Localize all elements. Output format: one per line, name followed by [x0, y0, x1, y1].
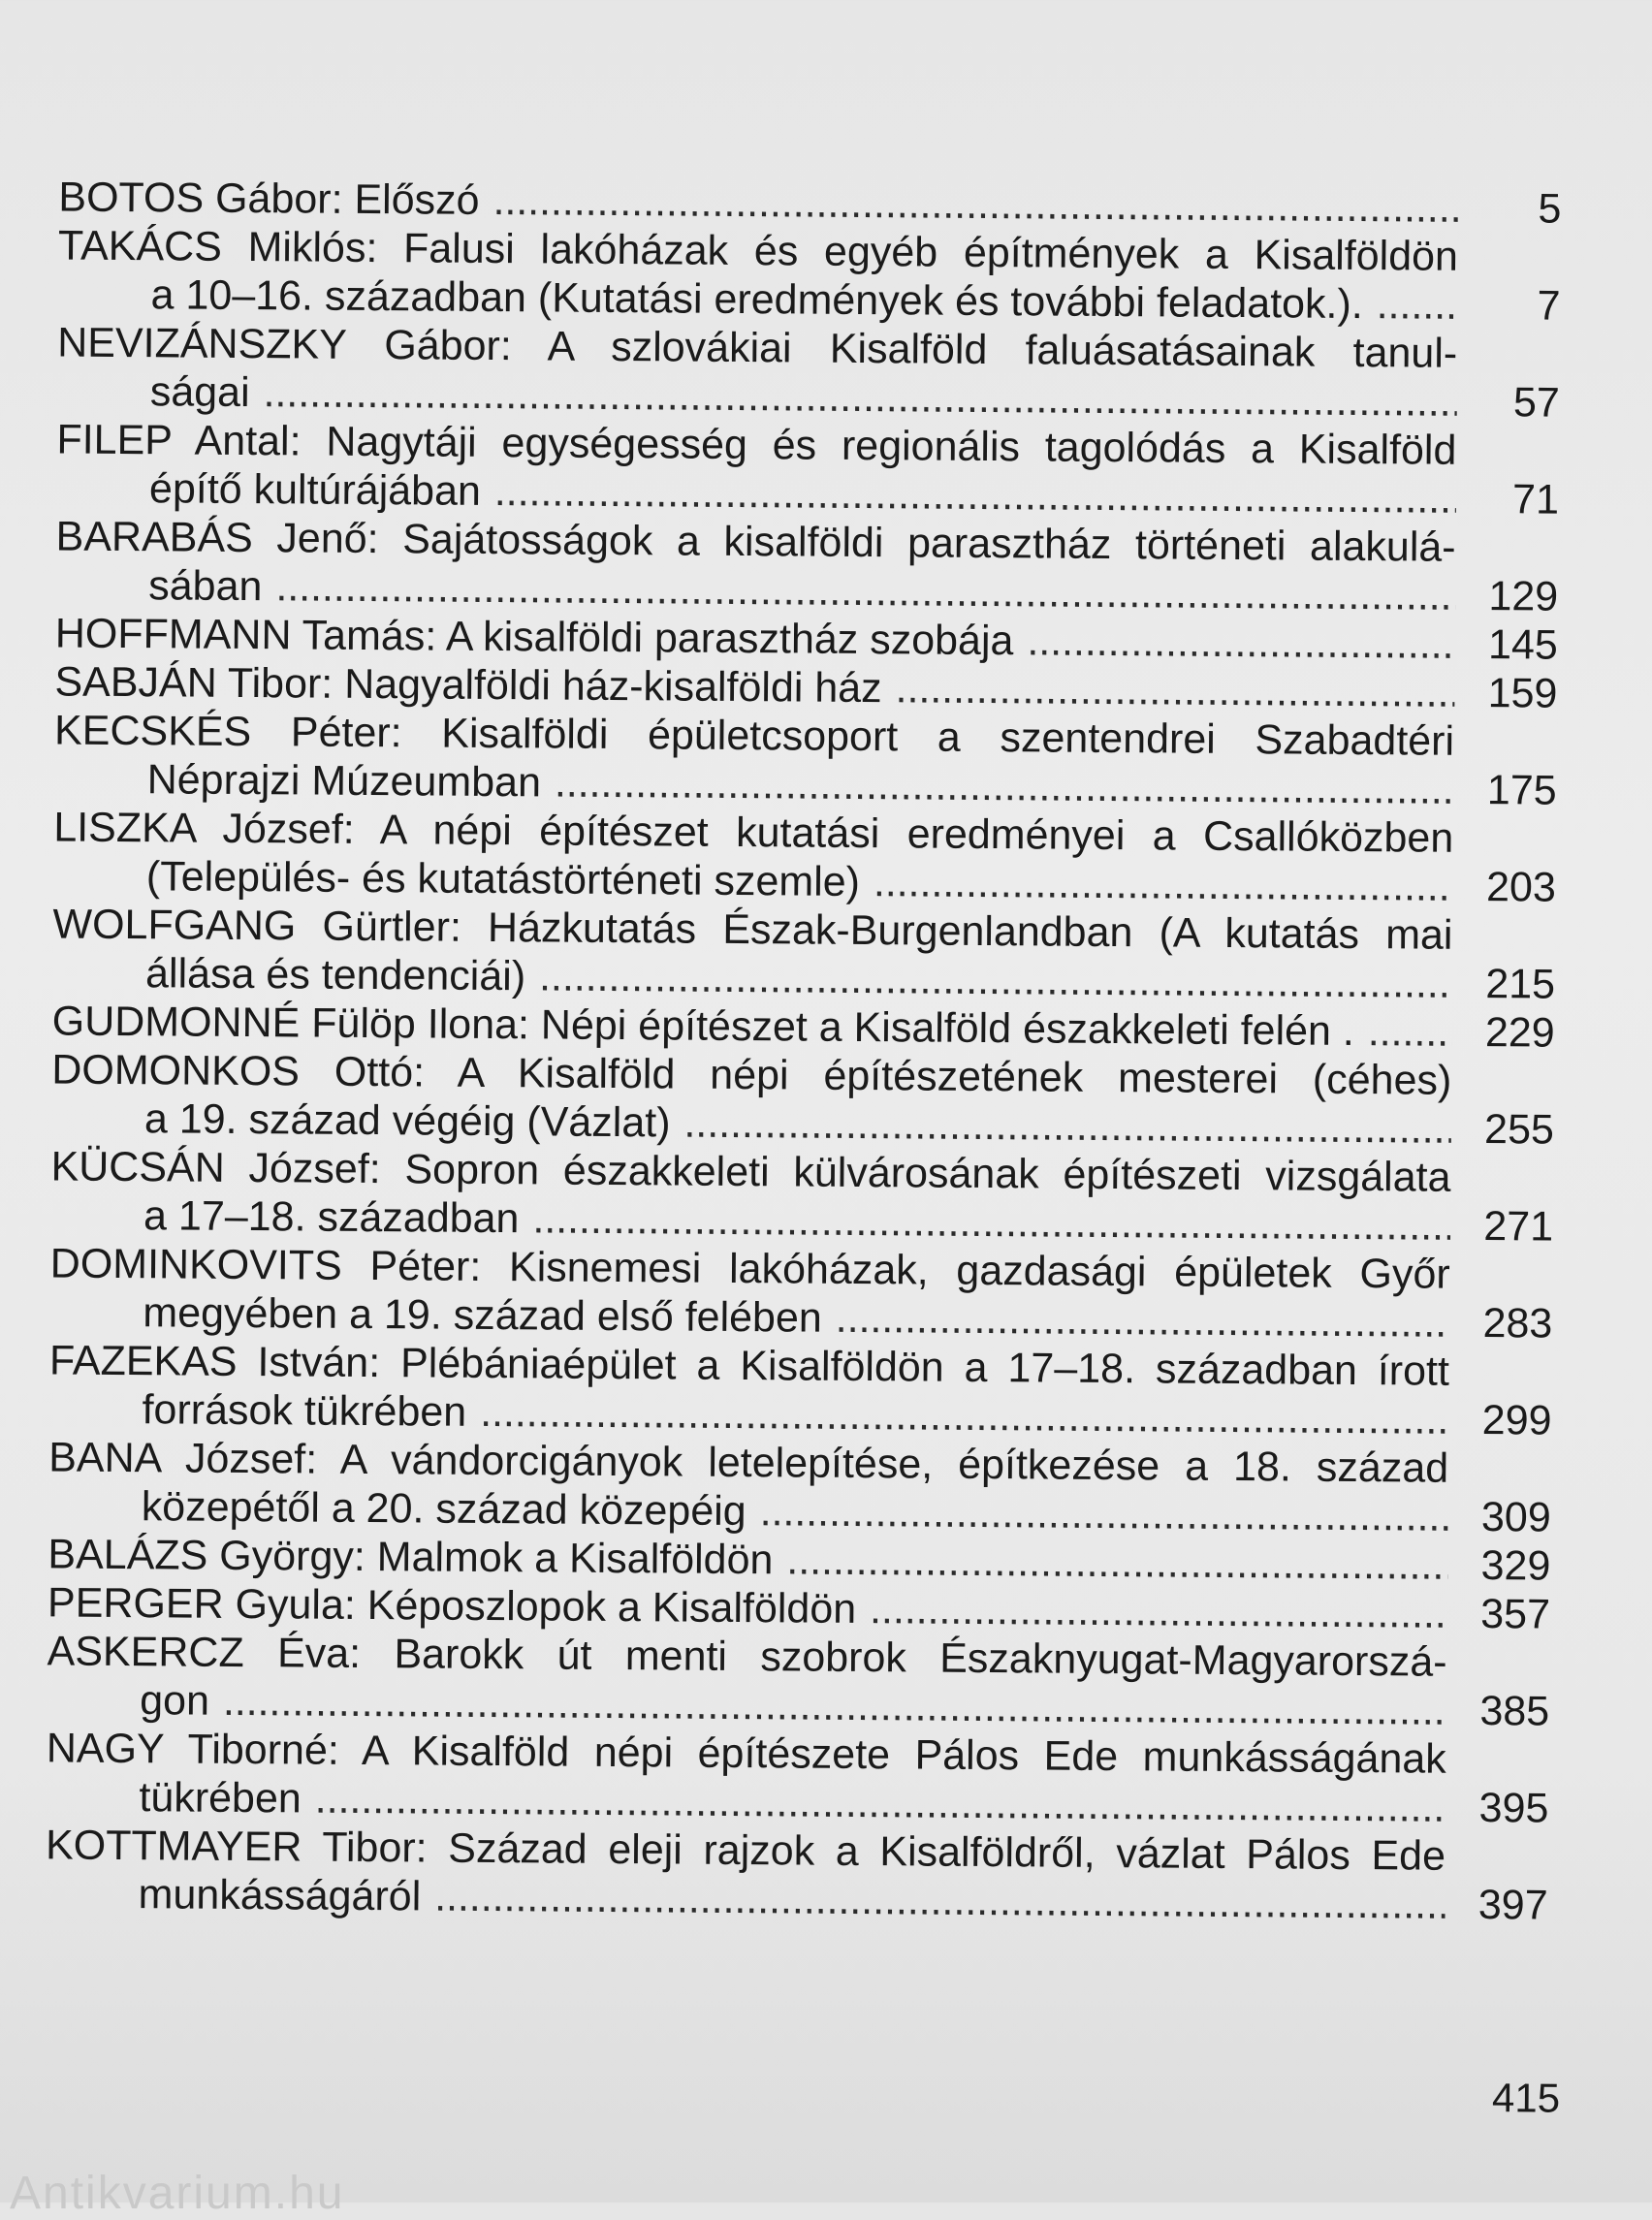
toc-page-number: 299 — [1481, 1397, 1552, 1444]
toc-page-number: 215 — [1485, 961, 1556, 1008]
toc-entry-title-line: NEVIZÁNSZKY Gábor: A szlovákiai Kisalföld faluásatásainak tanul- — [57, 319, 1458, 377]
toc-entry-title-line: BARABÁS Jenő: Sajátosságok a kisalföldi parasztház történeti alakulá- — [55, 513, 1456, 571]
dot-leader — [539, 952, 1452, 1007]
toc-entry — [49, 1239, 1553, 1348]
toc-entry — [51, 1045, 1555, 1154]
dot-leader — [1377, 280, 1458, 330]
toc-page-number: 203 — [1485, 864, 1557, 911]
toc-entry-title-line: BOTOS Gábor: Előszó — [58, 174, 480, 224]
toc-page-number: 357 — [1480, 1591, 1551, 1638]
toc-entry — [56, 415, 1560, 523]
toc-entry-continuation: a 19. század végéig (Vázlat) — [143, 1095, 671, 1147]
toc-page-number: 7 — [1537, 282, 1561, 330]
dot-leader — [434, 1873, 1446, 1929]
toc-entry-continuation: gon — [140, 1677, 210, 1725]
toc-entry-title-line: DOMINKOVITS Péter: Kisnemesi lakóházak, gazdasági épületek Győr — [49, 1240, 1450, 1298]
toc-entry-title-line: SABJÁN Tibor: Nagyalföldi ház-kisalföldi ház — [54, 658, 882, 713]
toc-entry — [57, 318, 1561, 427]
watermark: Antikvarium.hu — [10, 2168, 345, 2219]
toc-page-number: 271 — [1483, 1203, 1554, 1251]
toc-entry-title-line: FAZEKAS István: Plébániaépület a Kisalföldön a 17–18. században írott — [48, 1337, 1450, 1395]
toc-entry-continuation: a 17–18. században — [143, 1192, 520, 1243]
toc-entry-text — [56, 415, 1457, 523]
toc-entry — [48, 1336, 1552, 1444]
toc-page-number: 283 — [1482, 1300, 1553, 1348]
toc-entry-continuation: sában — [148, 562, 263, 611]
toc-page-number: 385 — [1479, 1688, 1550, 1735]
toc-entry-continuation: ságai — [149, 368, 250, 417]
toc-entry-text — [46, 1724, 1446, 1831]
toc-page-number: 175 — [1486, 767, 1557, 814]
toc-entry — [57, 221, 1561, 330]
toc-entry-text — [57, 318, 1458, 426]
toc-entry-title-line: GUDMONNÉ Fülöp Ilona: Népi építészet a Kisalföld északkeleti felén . — [51, 998, 1355, 1056]
dot-leader — [555, 759, 1454, 814]
toc-entry-continuation: munkásságáról — [138, 1871, 422, 1920]
dot-leader — [1368, 1007, 1452, 1057]
toc-entry-title-line: BANA József: A vándorcigányok letelepítése, építkezése a 18. század — [48, 1434, 1449, 1492]
toc-entry-title-line: PERGER Gyula: Képoszlopok a Kisalföldön — [47, 1579, 857, 1633]
toc-entry-text — [55, 512, 1456, 619]
toc-entry-title-line: NAGY Tiborné: A Kisalföld népi építészete Pálos Ede munkásságának — [46, 1725, 1446, 1783]
toc-entry — [53, 803, 1557, 911]
toc-page-number: 129 — [1488, 573, 1559, 620]
toc-entry-title-line: DOMONKOS Ottó: A Kisalföld népi építészetének mesterei (céhes) — [51, 1046, 1452, 1104]
toc-entry-continuation: tükrében — [139, 1774, 302, 1823]
toc-entry — [45, 1821, 1548, 1929]
toc-entry-title-line: FILEP Antal: Nagytáji egységesség és regionális tagolódás a Kisalföld — [56, 416, 1457, 474]
toc-entry-continuation: Néprajzi Múzeumban — [146, 756, 542, 807]
toc-entry-text — [48, 1433, 1449, 1540]
toc-entry-title-line: HOFFMANN Tamás: A kisalföldi parasztház szobája — [54, 610, 1014, 665]
toc-page-number: 229 — [1484, 1009, 1555, 1057]
toc-entry-title-line: LISZKA József: A népi építészet kutatási eredményei a Csallóközben — [53, 804, 1454, 862]
dot-leader — [492, 176, 1458, 233]
toc-page-number: 71 — [1511, 476, 1560, 523]
dot-leader — [874, 858, 1453, 911]
toc-entry-title-line: KOTTMAYER Tibor: Század eleji rajzok a Kisalföldről, vázlat Pálos Ede — [45, 1822, 1446, 1880]
toc-entry-title-line: TAKÁCS Miklós: Falusi lakóházak és egyéb építmények a Kisalföldön — [57, 222, 1459, 280]
dot-leader — [494, 467, 1457, 523]
toc-page-number: 145 — [1487, 621, 1559, 669]
toc-entry-text — [48, 1336, 1449, 1443]
toc-entry-title-line: KÜCSÁN József: Sopron északkeleti külvárosának építészeti vizsgálata — [50, 1143, 1451, 1201]
dot-leader — [895, 664, 1454, 717]
toc-entry — [55, 512, 1559, 620]
toc-page-number: 255 — [1483, 1106, 1555, 1154]
toc-entry-title-line: KECSKÉS Péter: Kisalföldi épületcsoport a szentendrei Szabadtéri — [53, 707, 1455, 765]
dot-leader — [683, 1099, 1451, 1154]
toc-entry-continuation: (Település- és kutatástörténeti szemle) — [145, 853, 861, 905]
toc-entry-text — [51, 1045, 1452, 1153]
toc-entry-continuation: építő kultúrájában — [148, 465, 482, 515]
toc-entry — [48, 1433, 1552, 1541]
toc-page-number: 5 — [1538, 185, 1562, 233]
toc-page-number: 397 — [1477, 1882, 1548, 1929]
toc-entry-title-line: WOLFGANG Gürtler: Házkutatás Észak-Burgenlandban (A kutatás mai — [52, 901, 1453, 959]
toc-page-number: 57 — [1512, 379, 1560, 427]
toc-entry-continuation: megyében a 19. század első felében — [143, 1289, 822, 1342]
dot-leader — [870, 1585, 1447, 1638]
dot-leader — [315, 1775, 1446, 1832]
toc-entry-text — [50, 1142, 1451, 1250]
toc-entry-text — [49, 1239, 1450, 1347]
toc-page-number: 159 — [1487, 670, 1558, 717]
toc-entry-continuation: állása és tendenciái) — [144, 950, 526, 1000]
page-number-footer: 415 — [1491, 2075, 1561, 2121]
toc-entry-text — [47, 1627, 1447, 1734]
toc-entry-title-line: BALÁZS György: Malmok a Kisalföldön — [48, 1531, 774, 1584]
toc-entry-text — [57, 221, 1458, 329]
dot-leader — [480, 1388, 1449, 1444]
dot-leader — [786, 1536, 1447, 1589]
toc-entry-text — [52, 900, 1453, 1007]
dot-leader — [532, 1194, 1450, 1250]
table-of-contents — [45, 173, 1561, 1929]
toc-entry-continuation: források tükrében — [142, 1386, 467, 1436]
dot-leader — [1027, 617, 1455, 668]
dot-leader — [836, 1294, 1450, 1348]
toc-entry-title-line: ASKERCZ Éva: Barokk út menti szobrok Északnyugat-Magyarorszá- — [47, 1628, 1447, 1686]
toc-entry — [47, 1627, 1550, 1735]
toc-entry — [52, 900, 1556, 1008]
dot-leader — [760, 1487, 1448, 1541]
toc-entry-continuation: közepétől a 20. század közepéig — [141, 1483, 747, 1536]
toc-entry-text — [53, 803, 1454, 910]
toc-page-number: 309 — [1480, 1494, 1551, 1541]
toc-entry-text — [45, 1821, 1446, 1928]
toc-page-number: 395 — [1478, 1785, 1549, 1832]
toc-entry-text — [53, 706, 1454, 813]
toc-entry — [53, 706, 1557, 814]
toc-entry — [46, 1724, 1549, 1832]
toc-entry-continuation: a 10–16. században (Kutatási eredmények és további feladatok.). — [150, 271, 1363, 329]
toc-page-number: 329 — [1480, 1542, 1551, 1590]
toc-entry — [50, 1142, 1554, 1251]
